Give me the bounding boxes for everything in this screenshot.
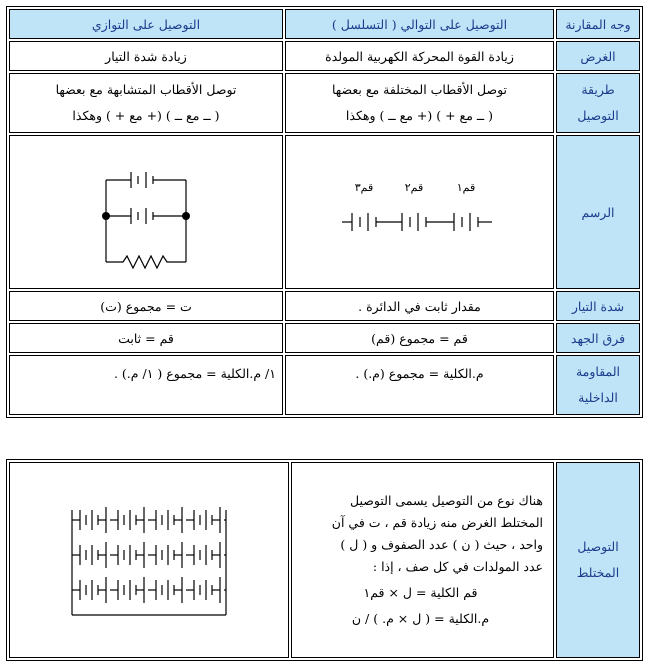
series-label-2: قم٢ — [404, 181, 423, 194]
mixed-formula-resistance: م.الكلية = ( ل × م. ) / ن — [351, 611, 490, 626]
label-current: شدة التيار — [556, 291, 640, 321]
mixed-line-2: المختلط الغرض منه زيادة قم ، ت في آن — [331, 515, 543, 530]
series-label-1: قم١ — [456, 181, 475, 194]
mixed-line-4: عدد المولدات في كل صف ، إذا : — [372, 559, 543, 574]
mixed-line-3: واحد ، حيث ( ن ) عدد الصفوف و ( ل ) — [340, 537, 543, 552]
mixed-formula-voltage: قم الكلية = ل × قم١ — [363, 585, 478, 600]
comparison-table — [6, 6, 643, 418]
mixed-drawing-cell — [9, 462, 289, 658]
series-method — [285, 73, 554, 133]
parallel-voltage: قم = ثابت — [9, 323, 283, 353]
parallel-method-line2: ( ــ مع ــ ) (+ مع + ) وهكذا — [72, 108, 220, 123]
series-method-line2: ( ــ مع + ) (+ مع ــ ) وهكذا — [345, 108, 494, 123]
series-drawing-cell — [285, 135, 554, 289]
parallel-circuit-diagram — [81, 152, 211, 272]
series-current: مقدار ثابت في الدائرة . — [285, 291, 554, 321]
label-mixed-line1: التوصيل — [577, 539, 619, 554]
series-label-3: قم٣ — [354, 181, 373, 194]
header-parallel: التوصيل على التوازي — [9, 9, 283, 39]
header-series: التوصيل على التوالي ( التسلسل ) — [285, 9, 554, 39]
label-resistance — [556, 355, 640, 415]
junction-dot-left — [102, 212, 110, 220]
junction-dot-right — [182, 212, 190, 220]
mixed-connection-table — [6, 459, 643, 661]
series-purpose: زيادة القوة المحركة الكهربية المولدة — [285, 41, 554, 71]
series-circuit-diagram — [340, 177, 500, 247]
header-aspect: وجه المقارنة — [556, 9, 640, 39]
label-method — [556, 73, 640, 133]
label-resistance-line1: المقاومة — [575, 364, 621, 379]
label-mixed-line2: المختلط — [576, 565, 620, 580]
label-voltage: فرق الجهد — [556, 323, 640, 353]
label-method-line1: طريقة — [581, 82, 615, 97]
parallel-purpose: زيادة شدة التيار — [9, 41, 283, 71]
series-voltage: قم = مجموع (قم) — [285, 323, 554, 353]
mixed-line-1: هناك نوع من التوصيل يسمى التوصيل — [350, 493, 543, 508]
label-mixed — [556, 462, 640, 658]
label-purpose: الغرض — [556, 41, 640, 71]
mixed-description — [291, 462, 554, 658]
series-resistance: م.الكلية = مجموع (م.) . — [285, 355, 554, 415]
label-resistance-line2: الداخلية — [578, 390, 618, 405]
mixed-circuit-diagram — [64, 495, 234, 625]
label-method-line2: التوصيل — [577, 108, 619, 123]
parallel-resistance: ١/ م.الكلية = مجموع ( ١/ م.) . — [9, 355, 283, 415]
parallel-current: ت = مجموع (ت) — [9, 291, 283, 321]
parallel-method — [9, 73, 283, 133]
series-method-line1: توصل الأقطاب المختلفة مع بعضها — [331, 82, 508, 97]
parallel-drawing-cell — [9, 135, 283, 289]
label-drawing: الرسم — [556, 135, 640, 289]
parallel-method-line1: توصل الأقطاب المتشابهة مع بعضها — [55, 82, 237, 97]
